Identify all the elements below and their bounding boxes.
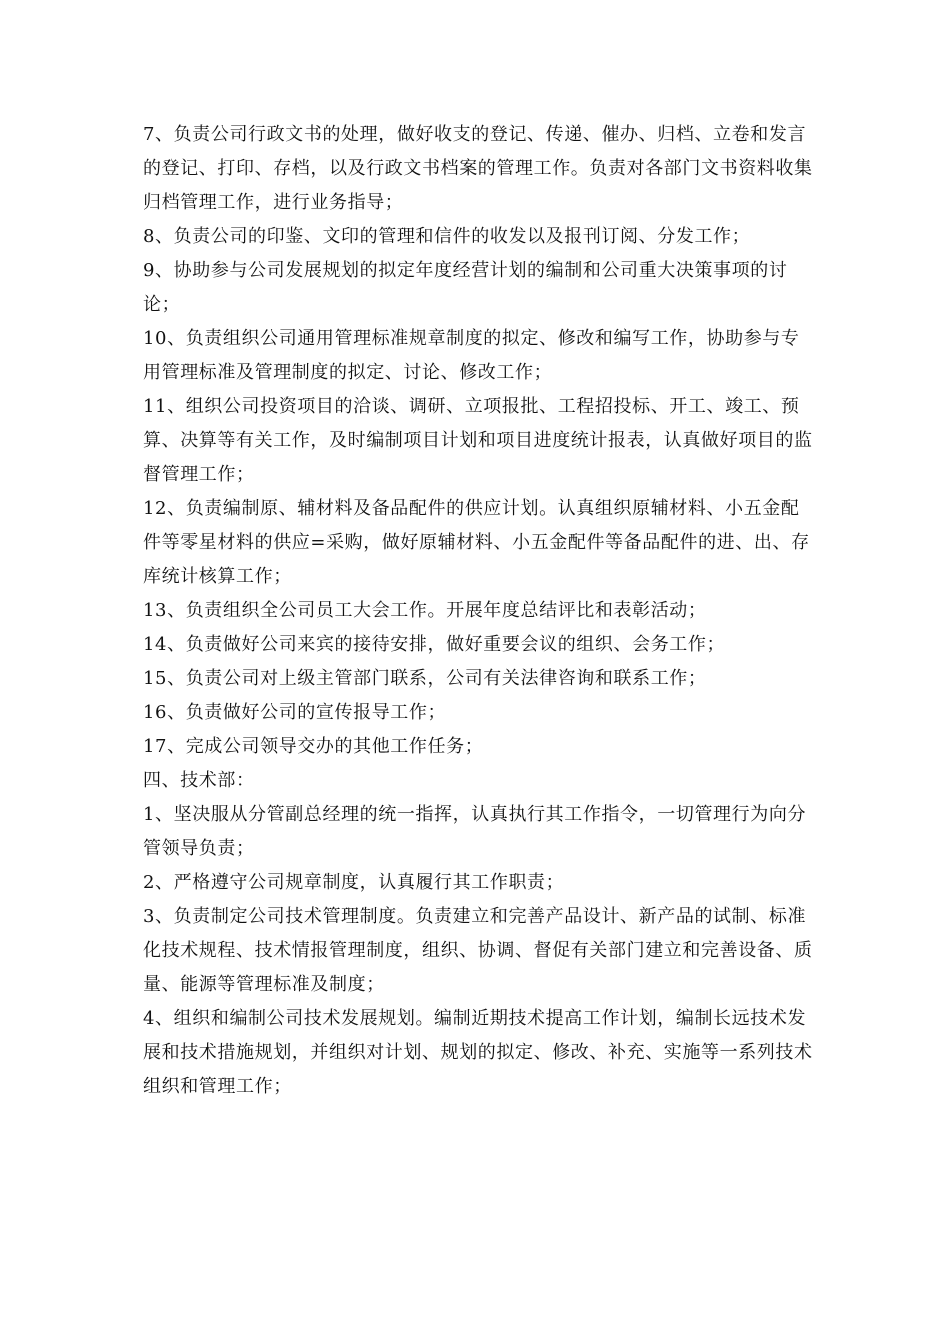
- paragraph-tech-4: 4、组织和编制公司技术发展规划。编制近期技术提高工作计划，编制长远技术发展和技术措施规划，并组织对计划、规划的拟定、修改、补充、实施等一系列技术组织和管理工作；: [143, 1008, 813, 1097]
- paragraph-admin-8: 8、负责公司的印鉴、文印的管理和信件的收发以及报刊订阅、分发工作；: [143, 226, 751, 247]
- paragraph-admin-9: 9、协助参与公司发展规划的拟定年度经营计划的编制和公司重大决策事项的讨论；: [143, 260, 788, 315]
- paragraph-admin-17: 17、完成公司领导交办的其他工作任务；: [143, 736, 484, 757]
- section-heading-tech-dept: 四、技术部：: [143, 770, 255, 791]
- paragraph-admin-14: 14、负责做好公司来宾的接待安排，做好重要会议的组织、会务工作；: [143, 634, 726, 655]
- paragraph-admin-11: 11、组织公司投资项目的洽谈、调研、立项报批、工程招投标、开工、竣工、预算、决算等有关工作，及时编制项目计划和项目进度统计报表，认真做好项目的监督管理工作；: [143, 396, 813, 485]
- paragraph-tech-3: 3、负责制定公司技术管理制度。负责建立和完善产品设计、新产品的试制、标准化技术规程、技术情报管理制度，组织、协调、督促有关部门建立和完善设备、质量、能源等管理标准及制度；: [143, 906, 813, 995]
- paragraph-admin-10: 10、负责组织公司通用管理标准规章制度的拟定、修改和编写工作，协助参与专用管理标准及管理制度的拟定、讨论、修改工作；: [143, 328, 800, 383]
- paragraph-admin-7: 7、负责公司行政文书的处理，做好收支的登记、传递、催办、归档、立卷和发言的登记、打印、存档，以及行政文书档案的管理工作。负责对各部门文书资料收集归档管理工作，进行业务指导；: [143, 124, 813, 213]
- paragraph-admin-12: 12、负责编制原、辅材料及备品配件的供应计划。认真组织原辅材料、小五金配件等零星材料的供应=采购，做好原辅材料、小五金配件等备品配件的进、出、存库统计核算工作；: [143, 498, 810, 587]
- paragraph-admin-15: 15、负责公司对上级主管部门联系，公司有关法律咨询和联系工作；: [143, 668, 707, 689]
- paragraph-tech-2: 2、严格遵守公司规章制度，认真履行其工作职责；: [143, 872, 565, 893]
- paragraph-admin-16: 16、负责做好公司的宣传报导工作；: [143, 702, 447, 723]
- paragraph-tech-1: 1、坚决服从分管副总经理的统一指挥，认真执行其工作指令，一切管理行为向分管领导负责；: [143, 804, 807, 859]
- document-body: [143, 118, 813, 1104]
- paragraph-admin-13: 13、负责组织全公司员工大会工作。开展年度总结评比和表彰活动；: [143, 600, 707, 621]
